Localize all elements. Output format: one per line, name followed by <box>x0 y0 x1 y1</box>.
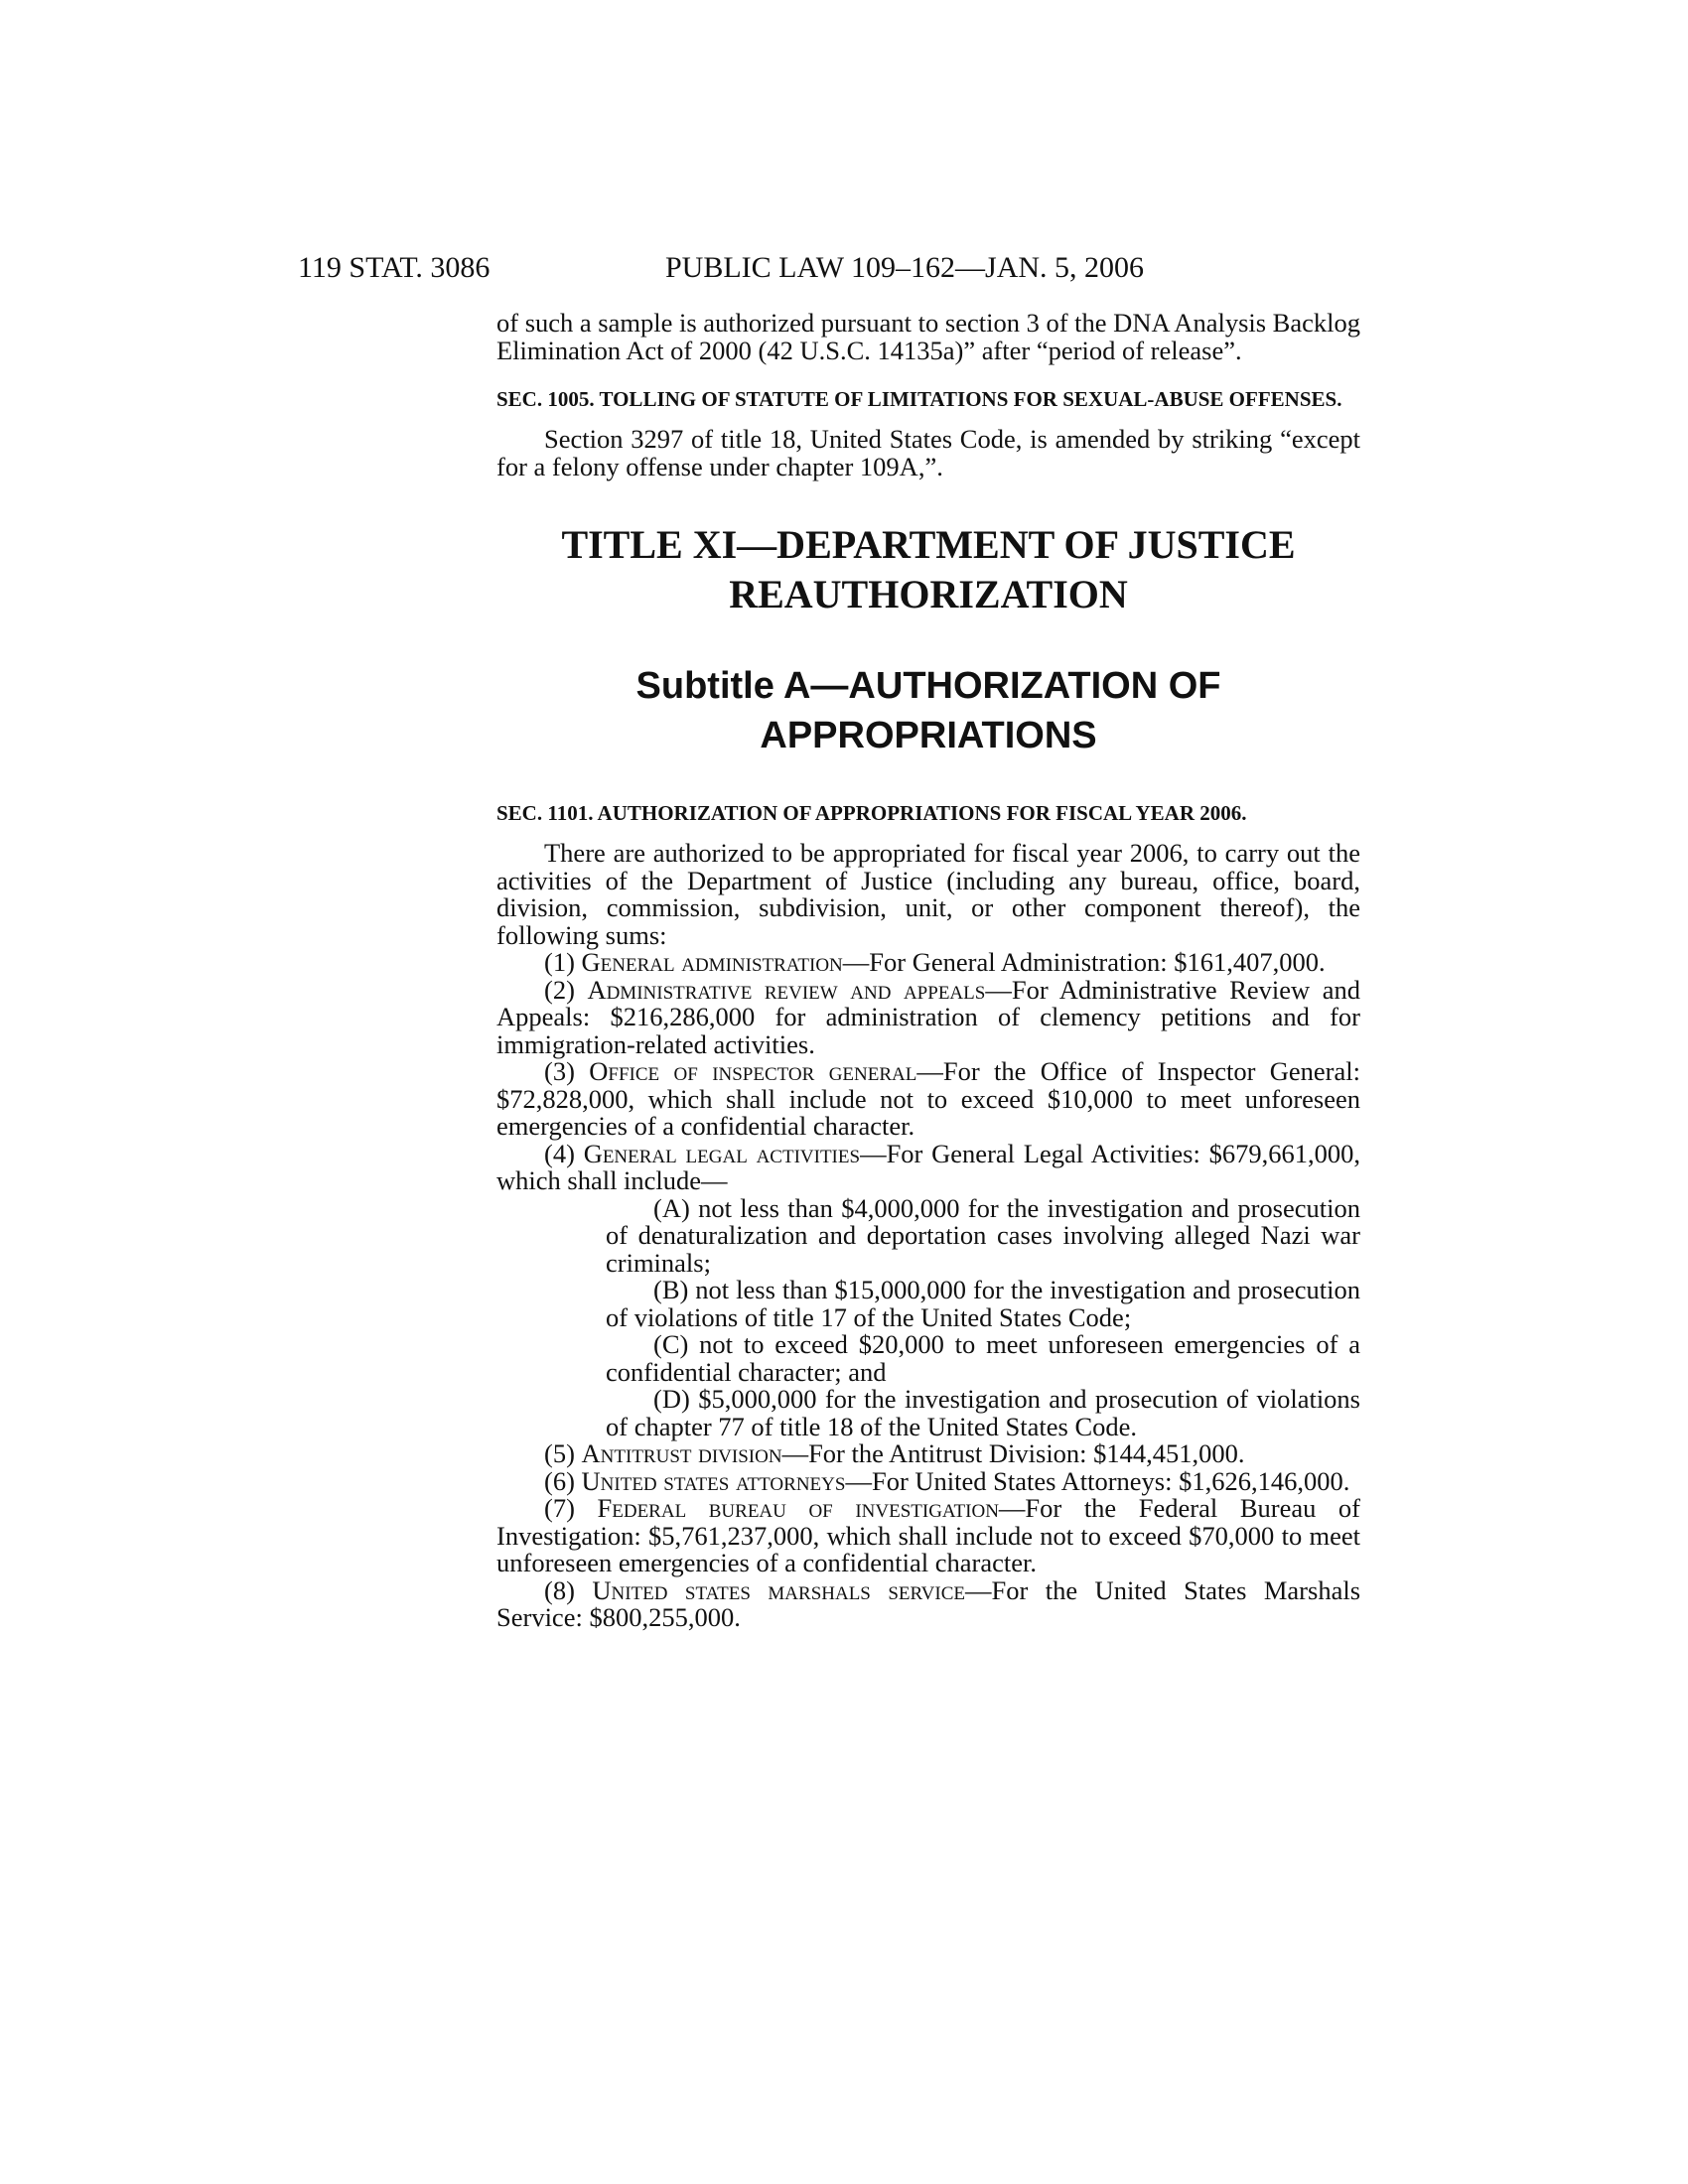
item-text: —For General Administration: $161,407,000. <box>842 947 1326 977</box>
page-header <box>298 248 1390 288</box>
item-caption: General administration <box>581 947 843 977</box>
item-caption: Administrative review and appeals <box>587 974 986 1005</box>
item-number: (3) <box>544 1056 575 1086</box>
paragraph-item <box>496 1495 1360 1577</box>
subparagraph-item: (C) not to exceed $20,000 to meet unforeseen emergencies of a confidential character; and <box>606 1329 1360 1387</box>
item-text: —For the Antitrust Division: $144,451,000. <box>781 1438 1245 1468</box>
title-heading <box>496 520 1360 619</box>
item-number: (4) <box>544 1138 575 1168</box>
item-number: (6) <box>544 1465 575 1496</box>
item-caption: General legal activities <box>583 1138 861 1168</box>
paragraph-item <box>496 974 1360 1059</box>
title-line-2: REAUTHORIZATION <box>729 572 1128 616</box>
paragraph-item <box>496 1440 1360 1468</box>
item-caption: United states attorneys <box>581 1465 846 1496</box>
item-number: (2) <box>544 974 575 1005</box>
section-1005-heading: SEC. 1005. TOLLING OF STATUTE OF LIMITATIONS FOR SEXUAL-ABUSE OFFENSES. <box>496 387 1342 411</box>
item-text: —For United States Attorneys: $1,626,146,000. <box>845 1465 1350 1496</box>
subparagraph-item: (A) not less than $4,000,000 for the investigation and prosecution of denaturalization and deportation cases involving alleged Nazi war criminals; <box>606 1192 1360 1278</box>
paragraph-item <box>496 1574 1361 1632</box>
section-1101-intro: There are authorized to be appropriated for fiscal year 2006, to carry out the activities of the Department of Justice (including any bureau, office, board, division, commission, subdivision, unit, or other component thereof), the following sums: <box>496 838 1360 950</box>
document-body <box>496 310 1360 1632</box>
item-text: —For the Office of Inspector General: $72,828,000, which shall include not to exceed $10,000 to meet unforeseen emergencies of a confidential character. <box>496 1056 1360 1141</box>
item-number: (7) <box>544 1493 575 1523</box>
item-caption: Office of inspector general <box>589 1056 917 1086</box>
item-caption: Federal bureau of investigation <box>597 1493 999 1523</box>
paragraph-item <box>496 1465 1360 1496</box>
paragraph-item <box>496 1138 1360 1195</box>
item-text: —For the Federal Bureau of Investigation: $5,761,237,000, which shall include not to exceed $70,000 to meet unforeseen emergencies of a confidential character. <box>496 1493 1361 1577</box>
item-caption: Antitrust division <box>581 1438 782 1468</box>
item-caption: United states marshals service <box>592 1574 965 1605</box>
subparagraph-item: (B) not less than $15,000,000 for the investigation and prosecution of violations of title 17 of the United States Code; <box>606 1275 1360 1332</box>
title-line-1: TITLE XI—DEPARTMENT OF JUSTICE <box>561 522 1296 567</box>
item-number: (5) <box>544 1438 575 1468</box>
item-text: —For the United States Marshals Service: $800,255,000. <box>496 1574 1361 1632</box>
statute-page-number: 119 STAT. 3086 <box>298 251 491 284</box>
paragraph-item <box>496 1058 1360 1141</box>
subparagraph-item: (D) $5,000,000 for the investigation and prosecution of violations of chapter 77 of title 18 of the United States Code. <box>606 1384 1360 1441</box>
section-1101-heading: SEC. 1101. AUTHORIZATION OF APPROPRIATIONS FOR FISCAL YEAR 2006. <box>496 801 1247 825</box>
public-law-citation: PUBLIC LAW 109–162—JAN. 5, 2006 <box>665 251 1145 284</box>
subtitle-line-1: Subtitle A—AUTHORIZATION OF <box>635 665 1221 707</box>
intro-paragraph: of such a sample is authorized pursuant to section 3 of the DNA Analysis Backlog Elimination Act of 2000 (42 U.S.C. 14135a)” after “period of release”. <box>496 308 1360 365</box>
paragraph-item <box>496 949 1360 977</box>
item-number: (1) <box>544 947 575 977</box>
item-text: —For General Legal Activities: $679,661,000, which shall include— <box>496 1138 1360 1195</box>
item-text: —For Administrative Review and Appeals: $216,286,000 for administration of clemency petitions and for immigration-related activities. <box>496 974 1360 1059</box>
subtitle-line-2: APPROPRIATIONS <box>760 715 1097 756</box>
item-number: (8) <box>544 1574 575 1605</box>
subtitle-heading <box>496 661 1360 760</box>
section-1005-body: Section 3297 of title 18, United States Code, is amended by striking “except for a felony offense under chapter 109A,”. <box>496 424 1360 481</box>
